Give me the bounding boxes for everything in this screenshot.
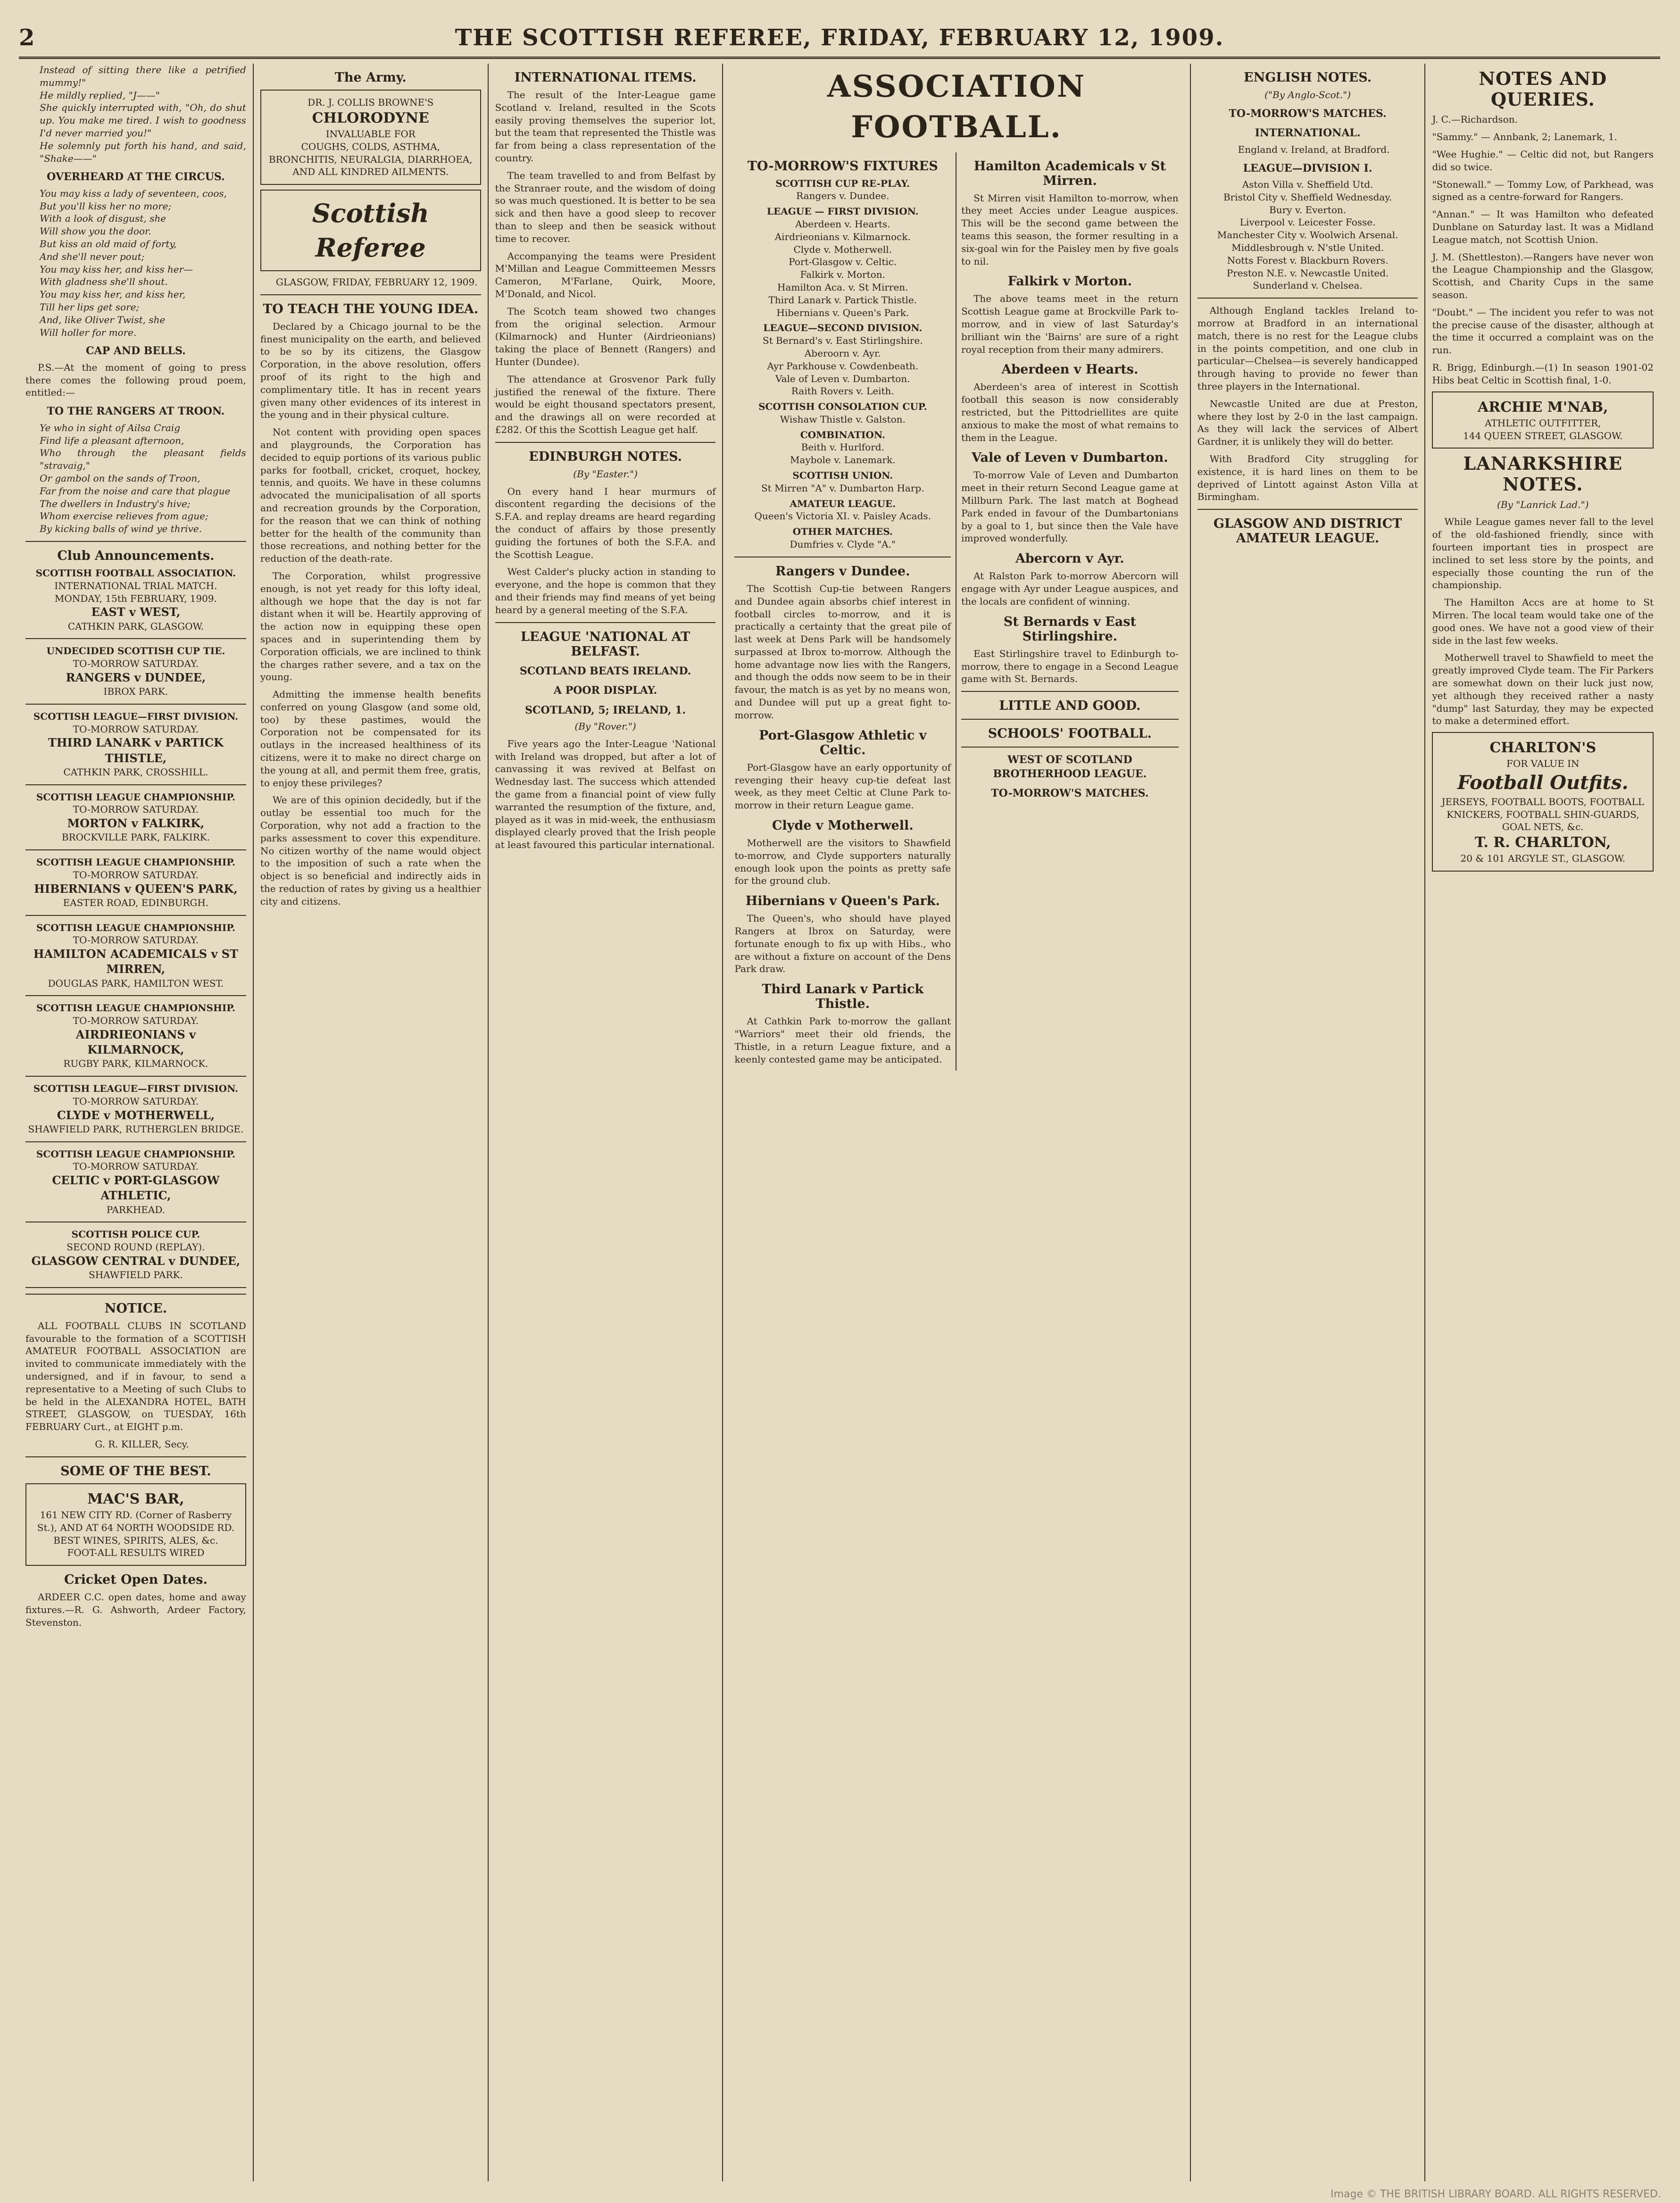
fixture-line: Raith Rovers v. Leith. (791, 385, 894, 397)
fixture-line: Queen's Victoria XI. v. Paisley Acads. (754, 510, 931, 522)
fixture-line: Vale of Leven v. Dumbarton. (775, 373, 910, 384)
cricket-text: ARDEER C.C. open dates, home and away fixtures.—R. G. Ashworth, Ardeer Factory, Stevenston. (25, 1591, 246, 1628)
english-match-line: Preston N.E. v. Newcastle United. (1226, 267, 1389, 279)
fixture-line: SCOTTISH CONSOLATION CUP. (758, 401, 927, 413)
announcement-item: SCOTTISH LEAGUE—FIRST DIVISION. TO-MORROW SATURDAY. CLYDE v MOTHERWELL, SHAWFIELD PARK, RUTHERGLEN BRIDGE. (28, 1083, 244, 1135)
league-title: LEAGUE 'NATIONAL AT BELFAST. (520, 629, 690, 659)
english-match-line: Liverpool v. Leicester Fosse. (1239, 216, 1376, 228)
fixture-line: Third Lanark v. Partick Thistle. (768, 294, 917, 306)
english-match-line: Sunderland v. Chelsea. (1253, 280, 1363, 291)
intro-verse: Instead of sitting there like a petrified mummy!" He mildly replied, "J——" She quickly interrupted with, "Oh, do shut up. You make me tired. I wish to goodness I'd never married you!" He solemnly put forth his hand, and said, "Shake——" (40, 64, 246, 164)
paper-title: THE SCOTTISH REFEREE, FRIDAY, FEBRUARY 12, 1909. (455, 25, 1224, 51)
dateline: GLASGOW, FRIDAY, FEBRUARY 12, 1909. (275, 276, 478, 288)
announcement-item: SCOTTISH LEAGUE CHAMPIONSHIP. TO-MORROW SATURDAY. MORTON v FALKIRK, BROCKVILLE PARK, FALKIRK. (36, 791, 235, 843)
fixture-line: SCOTTISH CUP RE-PLAY. (775, 177, 910, 189)
english-match-line: Bristol City v. Sheffield Wednesday. (1223, 191, 1392, 203)
fixture-line: Airdrieonians v. Kilmarnock. (774, 231, 911, 242)
fixture-line: SCOTTISH UNION. (792, 470, 893, 482)
ps-paragraph: P.S.—At the moment of going to press there comes the following proud poem, entitled:— (25, 361, 246, 399)
masthead-box: Scottish Referee (260, 190, 481, 271)
army-title: The Army. (334, 70, 407, 85)
fixture-line: LEAGUE—SECOND DIVISION. (763, 322, 923, 334)
fixture-line: Aberdeen v. Hearts. (795, 218, 890, 230)
column-1 (19, 64, 254, 2181)
fixtures-list (734, 177, 951, 551)
fixture-line: Beith v. Hurlford. (801, 441, 884, 453)
fixture-line: OTHER MATCHES. (792, 526, 893, 538)
fixture-line: St Mirren "A" v. Dumbarton Harp. (761, 482, 924, 494)
english-match-line: Manchester City v. Woolwich Arsenal. (1217, 229, 1398, 241)
english-match-line: Notts Forest v. Blackburn Rovers. (1227, 254, 1389, 266)
rangers-troon-title: TO THE RANGERS AT TROON. (47, 405, 225, 418)
intl-title: INTERNATIONAL ITEMS. (514, 70, 697, 85)
column-2: The Army. DR. J. COLLIS BROWNE'S CHLORODYNE INVALUABLE FOR COUGHS, COLDS, ASTHMA, BRONCHITIS, NEURALGIA, DIARRHOEA, AND ALL KINDRED AILMENTS. Scottish Referee GLASGOW, FRIDAY, FEBRUARY 12, 1909. TO TEACH THE YOUNG IDEA. Declared by a Chicago journal to be the finest municipality on the earth, and believed to be so by its citizens, the Glasgow Corporation, in the above resolution, offers proof of its right to the high and complimentary title. It has in recent years given many other evidences of its interest in the young and in their physical culture. Not content with providing open spaces and playgrounds, the Corporation has decided to equip portions of its various public parks for football, cricket, croquet, hockey, tennis, and quoits. We have in these columns advocated the municipalisation of all sports and recreation grounds by the Corporation, for the reason that we can think of nothing better for the health of the community than those recreations, and nothing better for the reduction of the death-rate. The Corporation, whilst progressive enough, is not yet ready for this lofty ideal, although we hope that the day is not far distant when it will be. Heartily approving of the action now in equipping these open spaces and in superintending them by Corporation officials, we are inclined to think the charges rather severe, and a tax on the young. Admitting the immense health benefits conferred on young Glasgow (and some old, too) by these pastimes, would the Corporation not be compensated for its outlays in the increased healthiness of its citizens, were it to make no direct charge on the young at all, and permit them free, gratis, to enjoy these privileges? We are of this opinion decidedly, but if the outlay be essential too much for the Corporation, why not add a fraction to the parks assessment to cover this expenditure. No citizen worthy of the name would object to the imposition of such a rate when the object is so beneficial and indirectly aids in the reduction of rates by giving us a healthier city and citizens. (254, 64, 489, 2181)
archie-mnab-ad: ARCHIE M'NAB, ATHLETIC OUTFITTER, 144 QUEEN STREET, GLASGOW. (1432, 391, 1654, 449)
column-english-notes: ENGLISH NOTES. ("By Anglo-Scot.") TO-MORROW'S MATCHES. INTERNATIONAL. England v. Ireland, at Bradford. LEAGUE—DIVISION I. Aston Villa v. Sheffield Utd. Bristol City v. Sheffield Wednesday. Bury v. Everton. Liverpool v. Leicester Fosse. Manchester City v. Woolwich Arsenal. Middlesbrough v. N'stle United. Notts Forest v. Blackburn Rovers. Preston N.E. v. Newcastle United. Sunderland v. Chelsea. Although England tackles Ireland to-morrow at Bradford in an international match, there is no rest for the League clubs in the points competition, and one club in particular—Chelsea—is severely handicapped through having to provide no fewer than three players in the International. Newcastle United are due at Preston, where they lost by 2-0 in the last campaign. As they will lack the services of Albert Gardner, it is unlikely they will do better. With Bradford City struggling for existence, it is hard lines on them to be deprived of Lintott against Aston Villa at Birmingham. GLASGOW AND DISTRICT AMATEUR LEAGUE. (1191, 64, 1426, 2181)
announcement-item: SCOTTISH FOOTBALL ASSOCIATION. INTERNATIONAL TRIAL MATCH. MONDAY, 15th FEBRUARY, 1909. EAST v WEST, CATHKIN PARK, GLASGOW. (35, 567, 236, 632)
image-credit: Image © THE BRITISH LIBRARY BOARD. ALL RIGHTS RESERVED. (1331, 2188, 1661, 2200)
announcement-item: SCOTTISH LEAGUE CHAMPIONSHIP. TO-MORROW SATURDAY. CELTIC v PORT-GLASGOW ATHLETIC, PARKHEAD. (36, 1148, 235, 1215)
announcement-item: SCOTTISH POLICE CUP. SECOND ROUND (REPLAY). GLASGOW CENTRAL v DUNDEE, SHAWFIELD PARK. (31, 1229, 241, 1281)
column-notes-queries: NOTES AND QUERIES. J. C.—Richardson. "Sammy." — Annbank, 2; Lanemark, 1. "Wee Hughie." — Celtic did not, but Rangers did so twice. "Stonewall." — Tommy Low, of Parkhead, was signed as a centre-forward for Rangers. "Annan." — It was Hamilton who defeated Dunblane on Saturday last. It was a Midland League match, not Scottish Union. J. M. (Shettleston).—Rangers have never won the League Championship and the Glasgow, Scottish, and Charity Cups in the same season. "Doubt." — The incident you refer to was not the precise cause of the disaster, although at the time it occurred a complaint was on the run. R. Brigg, Edinburgh.—(1) In season 1901-02 Hibs beat Celtic in Scottish final, 1-0. ARCHIE M'NAB, ATHLETIC OUTFITTER, 144 QUEEN STREET, GLASGOW. LANARKSHIRE NOTES. (By "Lanrick Lad.") While League games never fall to the level of the old-fashioned friendly, since with fourteen important ties in prospect are inclined to set less store by the points, and especially those counting the run of the championship. The Hamilton Accs are at home to St Mirren. The local team would take one of the good ones. We have not a good view of their side in the last few weeks. Motherwell travel to Shawfield to meet the greatly improved Clyde team. The Fir Parkers are somewhat down on their luck just now, yet although they received rather a nasty "dump" last Saturday, they may be expected to make a determined effort. CHARLTON'S FOR VALUE IN Football Outfits. JERSEYS, FOOTBALL BOOTS, FOOTBALL KNICKERS, FOOTBALL SHIN-GUARDS, GOAL NETS, &c. T. R. CHARLTON, 20 & 101 ARGYLE ST., GLASGOW. (1425, 64, 1660, 2181)
notes-title: NOTES AND QUERIES. (1479, 68, 1607, 110)
charlton-ad: CHARLTON'S FOR VALUE IN Football Outfits. JERSEYS, FOOTBALL BOOTS, FOOTBALL KNICKERS, FOOTBALL SHIN-GUARDS, GOAL NETS, &c. T. R. CHARLTON, 20 & 101 ARGYLE ST., GLASGOW. (1432, 732, 1654, 872)
english-match-line: Bury v. Everton. (1269, 204, 1347, 216)
fixture-line: Maybole v. Lanemark. (790, 454, 896, 466)
fixture-line: Hibernians v. Queen's Park. (776, 307, 909, 318)
english-title: ENGLISH NOTES. (1243, 70, 1372, 85)
notice-sign: G. R. KILLER, Secy. (95, 1438, 189, 1450)
fixture-line: Clyde v. Motherwell. (793, 243, 892, 255)
chlorodyne-ad: DR. J. COLLIS BROWNE'S CHLORODYNE INVALUABLE FOR COUGHS, COLDS, ASTHMA, BRONCHITIS, NEURALGIA, DIARRHOEA, AND ALL KINDRED AILMENTS. (260, 90, 481, 185)
fixture-line: Wishaw Thistle v. Galston. (780, 413, 906, 425)
notice-text: ALL FOOTBALL CLUBS IN SCOTLAND favourable to the formation of a SCOTTISH AMATEUR FOOTBALL ASSOCIATION are invited to communicate immediately with the undersigned, and if in favour, to send a representative to a Meeting of such Clubs to be held in the ALEXANDRA HOTEL, BATH STREET, GLASGOW, on TUESDAY, 16th FEBRUARY Curt., at EIGHT p.m. (25, 1320, 246, 1433)
association-football-title: ASSOCIATION FOOTBALL. (827, 69, 1086, 145)
rangers-verse: Ye who in sight of Ailsa Craig Find life a pleasant afternoon, Who through the pleasant fields "stravaig," Or gambol on the sands of Troon, Far from the noise and care that plague The dwellers in Industry's hive; Whom exercise relieves from ague; By kicking balls of wind ye thrive. (40, 422, 246, 535)
english-matches (1198, 178, 1418, 292)
fixture-line: Port-Glasgow v. Celtic. (789, 256, 897, 268)
association-football: ASSOCIATION FOOTBALL. TO-MORROW'S FIXTURES SCOTTISH CUP RE-PLAY. Rangers v. Dundee. LEAGUE — FIRST DIVISION. Aberdeen v. Hearts. Airdrieonians v. Kilmarnock. Clyde v. Motherwell. Port-Glasgow v. Celtic. Falkirk v. Morton. Hamilton Aca. v. St Mirren. Third Lanark v. Partick Thistle. Hibernians v. Queen's Park. LEAGUE—SECOND DIVISION. St Bernard's v. East Stirlingshire. Aberoorn v. Ayr. Ayr Parkhouse v. Cowdenbeath. Vale of Leven v. Dumbarton. Raith Rovers v. Leith. SCOTTISH CONSOLATION CUP. Wishaw Thistle v. Galston. COMBINATION. Beith v. Hurlford. Maybole v. Lanemark. SCOTTISH UNION. St Mirren "A" v. Dumbarton Harp. AMATEUR LEAGUE. Queen's Victoria XI. v. Paisley Acads. OTHER MATCHES. Dumfries v. Clyde "A." Rangers v Dundee. The Scottish Cup-tie between Rangers and Dundee again absorbs chief interest in football circles to-morrow, and it is practically a certainty that the great pile of last week at Dens Park will be handsomely surpassed at Ibrox to-morrow. Although the home advantage now lies with the Rangers, and though the odds now seem to be in their favour, the match is as yet by no means won, and Dundee will put up a great fight to-morrow. Port-Glasgow Athletic v Celtic. Port-Glasgow have an early opportunity of revenging their heavy cup-tie defeat last week, as they meet Celtic at Clune Park to-morrow in their return League game. Clyde v Motherwell. Motherwell are the visitors to Shawfield to-morrow, and Clyde supporters naturally enough look upon the points as pretty safe for the ground club. Hibernians v Queen's Park. The Queen's, who should have played Rangers at Ibrox on Saturday, were fortunate enough to fix up with Hibs., who are without a fixture on account of the Dens Park draw. Third Lanark v Partick Thistle. At Cathkin Park to-morrow the gallant "Warriors" meet their old friends, the Thistle, in a return League fixture, and a keenly contested game may be anticipated. Hamilton Academicals v St Mirren. St Mirren visit Hamilton to-morrow, when they meet Accies under League auspices. This will be the second game between the teams this season, the former resulting in a six-goal win for the Paisley men by five goals to nil. Falkirk v Morton. The above teams meet in the return Scottish League game at Brockville Park to-morrow, and in view of last Saturday's brilliant win the 'Bairns' are sure of a right royal reception from their many admirers. Aberdeen v Hearts. Aberdeen's area of interest in Scottish football this season is now considerably restricted, but the Pittodriellites are quite anxious to make the most of what remains to them in the League. Vale of Leven v Dumbarton. To-morrow Vale of Leven and Dumbarton meet in their return Second League game at Millburn Park. The last match at Boghead Park ended in favour of the Dumbartonians by a goal to 1, but since then the Vale have improved wonderfully. Abercorn v Ayr. At Ralston Park to-morrow Abercorn will engage with Ayr under League auspices, and the locals are confident of winning. St Bernards v East Stirlingshire. East Stirlingshire travel to Edinburgh to-morrow, there to engage in a Second League game with St. Bernards. LITTLE AND GOOD. SCHOOLS' FOOTBALL. WEST OF SCOTLAND BROTHERHOOD LEAGUE. TO-MORROW'S MATCHES. (723, 64, 1190, 2181)
fixture-line: LEAGUE — FIRST DIVISION. (766, 206, 919, 217)
announcement-item: SCOTTISH LEAGUE CHAMPIONSHIP. TO-MORROW SATURDAY. AIRDRIEONIANS v KILMARNOCK, RUGBY PARK, KILMARNOCK. (36, 1002, 235, 1070)
english-match-line: Aston Villa v. Sheffield Utd. (1242, 179, 1373, 191)
announcement-item: SCOTTISH LEAGUE CHAMPIONSHIP. TO-MORROW SATURDAY. HAMILTON ACADEMICALS v ST MIRREN, DOUGLAS PARK, HAMILTON WEST. (33, 922, 238, 989)
fixture-line: St Bernard's v. East Stirlingshire. (762, 335, 923, 347)
some-best-title: SOME OF THE BEST. (60, 1463, 211, 1479)
fixture-line: Ayr Parkhouse v. Cowdenbeath. (767, 360, 919, 372)
fixture-line: Dumfries v. Clyde "A." (790, 539, 896, 550)
columns (19, 64, 1660, 2181)
macs-bar-ad: MAC'S BAR, 161 NEW CITY RD. (Corner of Rasberry St.), AND AT 64 NORTH WOODSIDE RD. BEST WINES, SPIRITS, ALES, &c. FOOT-ALL RESULTS WIRED (25, 1483, 246, 1566)
announcement-item: SCOTTISH LEAGUE CHAMPIONSHIP. TO-MORROW SATURDAY. HIBERNIANS v QUEEN'S PARK, EASTER ROAD, EDINBURGH. (34, 856, 238, 908)
fixture-line: COMBINATION. (800, 429, 885, 441)
overheard-verse: You may kiss a lady of seventeen, coos, But you'll kiss her no more; With a look of disgust, she Will show you the door. But kiss an old maid of forty, And she'll never pout; You may kiss her, and kiss her— With gladness she'll shout. You may kiss her, and kiss her, Till her lips get sore; And, like Oliver Twist, she Will holler for more. (40, 187, 227, 338)
edinburgh-title: EDINBURGH NOTES. (529, 449, 682, 464)
cap-and-bells: CAP AND BELLS. (86, 345, 186, 357)
notice-title: NOTICE. (104, 1301, 167, 1316)
announcements-list (25, 567, 246, 1288)
column-3: INTERNATIONAL ITEMS. The result of the Inter-League game Scotland v. Ireland, resulted in the Scots easily proving themselves the superior lot, but the team that represented the Thistle was far from being a class representation of the country. The team travelled to and from Belfast by the Stranraer route, and the wisdom of doing so was much questioned. It is better to be sea sick and then have a good sleep to recover than to sleep and then be seasick without time to recover. Accompanying the teams were President M'Millan and League Committeemen Messrs Cameron, M'Farlane, Quirk, Moore, M'Donald, and Nicol. The Scotch team showed two changes from the original selection. Armour (Kilmarnock) and Hunter (Airdrieonians) taking the place of Bennett (Rangers) and Hunter (Dundee). The attendance at Grosvenor Park fully justified the renewal of the fixture. There would be eight thousand spectators present, and the drawings all on were recorded at £282. Of this the Scottish League get half. EDINBURGH NOTES. (By "Easter.") On every hand I hear murmurs of discontent regarding the decisions of the S.F.A. and replay dreams are heard regarding the conduct of affairs by those presently guiding the fortunes of both the S.F.A. and the Scottish League. West Calder's plucky action in standing to everyone, and the hope is common that they and their friends may find means of yet being heard by a general meeting of the S.F.A. LEAGUE 'NATIONAL AT BELFAST. SCOTLAND BEATS IRELAND. A POOR DISPLAY. SCOTLAND, 5; IRELAND, 1. (By "Rover.") Five years ago the Inter-League 'National with Ireland was dropped, but after a lot of canvassing it was revived at Belfast on Wednesday last. The success which attended the game from a financial point of view fully warranted the resumption of the fixture, and, played as it was in mid-week, the enthusiasm displayed clearly proved that the Irish people at least favoured this particular international. (489, 64, 724, 2181)
club-announcements-title: Club Announcements. (57, 548, 215, 563)
fixture-line: Falkirk v. Morton. (800, 269, 885, 281)
announcement-item: SCOTTISH LEAGUE—FIRST DIVISION. TO-MORROW SATURDAY. THIRD LANARK v PARTICK THISTLE, CATHKIN PARK, CROSSHILL. (33, 710, 239, 778)
fixture-line: Hamilton Aca. v. St Mirren. (777, 281, 908, 293)
page-number: 2 (19, 25, 36, 51)
overheard-title: OVERHEARD AT THE CIRCUS. (47, 171, 225, 183)
cricket-title: Cricket Open Dates. (64, 1572, 208, 1588)
lanark-title: LANARKSHIRE NOTES. (1463, 453, 1623, 495)
announcement-item: UNDECIDED SCOTTISH CUP TIE. TO-MORROW SATURDAY. RANGERS v DUNDEE, IBROX PARK. (46, 645, 225, 698)
english-match-line: Middlesbrough v. N'stle United. (1231, 242, 1384, 254)
article-title: TO TEACH THE YOUNG IDEA. (263, 301, 479, 316)
fixtures-title: TO-MORROW'S FIXTURES (747, 158, 938, 174)
fixture-line: Rangers v. Dundee. (796, 190, 890, 202)
fixture-line: Aberoorn v. Ayr. (804, 347, 881, 359)
masthead (19, 19, 1660, 59)
fixture-line: AMATEUR LEAGUE. (790, 498, 896, 509)
